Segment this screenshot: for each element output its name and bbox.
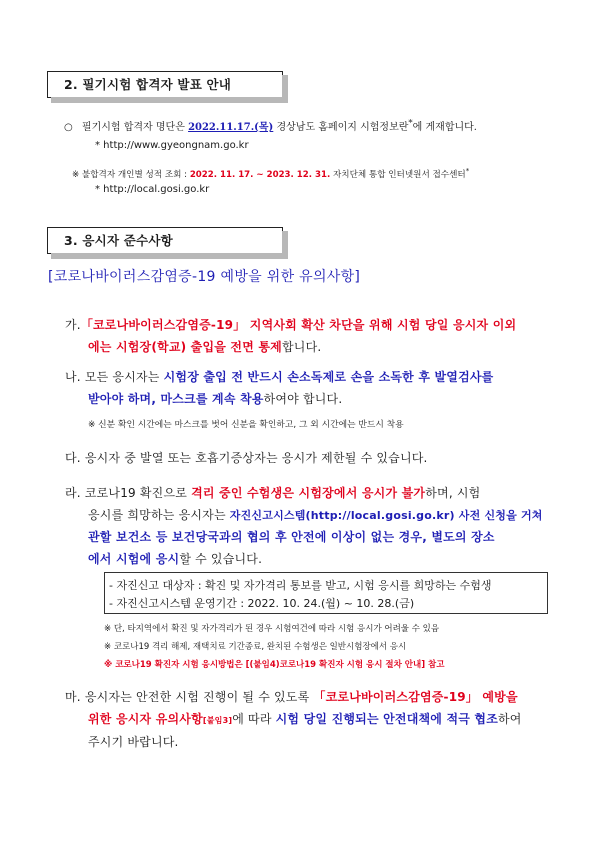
item-ma-marker: 마. <box>65 690 81 704</box>
covid-notice-title: [코로나바이러스감염증-19 예방을 위한 유의사항] <box>48 269 361 285</box>
score-check-period: 2022. 11. 17. ~ 2023. 12. 31. <box>189 169 331 180</box>
section-3-header <box>47 227 283 254</box>
self-report-target: - 자진신고 대상자 : 확진 및 자가격리 통보를 받고, 시험 응시를 희망하는 수험생 <box>109 579 492 592</box>
item-ra-line-2: 응시를 희망하는 응시자는 자진신고시스템(http://local.gosi.go.kr) 사전 신청을 거쳐 <box>88 508 543 522</box>
item-ra-line-4: 에서 시험에 응시할 수 있습니다. <box>88 552 263 566</box>
item-ma-line-2: 위한 응시자 유의사항[붙임3]에 따라 시험 당일 진행되는 안전대책에 적극 협조하여 <box>88 712 522 726</box>
homepage-url: * http://www.gyeongnam.go.kr <box>95 140 249 151</box>
item-ra-line-1: 라. 코로나19 확진으로 격리 중인 수험생은 시험장에서 응시가 불가하며, 시험 <box>65 486 481 500</box>
item-ra-note-1: ※ 단, 타지역에서 확진 및 자가격리가 된 경우 시험여건에 따라 시험 응시가 어려울 수 있음 <box>104 624 440 634</box>
item-ga-line-1: 가.「코로나바이러스감염증-19」 지역사회 확산 차단을 위해 시험 당일 응시자 이외 <box>65 318 517 332</box>
item-na-note: ※ 신분 확인 시간에는 마스크를 벗어 신분을 확인하고, 그 외 시간에는 반드시 착용 <box>88 420 404 430</box>
announce-date: 2022.11.17.(목) <box>188 122 274 133</box>
item-da: 다. 응시자 중 발열 또는 호흡기증상자는 응시가 제한될 수 있습니다. <box>65 451 428 465</box>
item-da-marker: 다. <box>65 451 81 465</box>
item-na-line-1: 나. 모든 응시자는 시험장 출입 전 반드시 손소독제로 손을 소독한 후 발열검사를 <box>65 370 494 384</box>
item-ga-line-2: 에는 시험장(학교) 출입을 전면 통제합니다. <box>88 340 322 354</box>
section-3-title: 3. 응시자 준수사항 <box>48 228 282 253</box>
self-report-info-box <box>104 572 548 614</box>
bullet-circle: ○ <box>64 122 73 133</box>
item-na-line-2: 받아야 하며, 마스크를 계속 착용하여야 합니다. <box>88 392 343 406</box>
section-2-title: 2. 필기시험 합격자 발표 안내 <box>48 72 282 97</box>
gosi-url: * http://local.gosi.go.kr <box>95 184 210 195</box>
item-ra-line-3: 관할 보건소 등 보건당국과의 협의 후 안전에 이상이 없는 경우, 별도의 장소 <box>88 530 495 544</box>
item-na-marker: 나. <box>65 370 81 384</box>
item-ra-note-2: ※ 코로나19 격리 해제, 재택치료 기간종료, 완치된 수험생은 일반시험장에서 응시 <box>104 642 407 652</box>
section-2-header <box>47 71 283 98</box>
item-ma-line-1: 마. 응시자는 안전한 시험 진행이 될 수 있도록 「코로나바이러스감염증-19」 예방을 <box>65 690 518 704</box>
item-ra-note-3: ※ 코로나19 확진자 시험 응시방법은 [(붙임4)코로나19 확진자 시험 응시 절차 안내] 참고 <box>104 660 445 670</box>
self-report-period: - 자진신고시스템 운영기간 : 2022. 10. 24.(월) ~ 10. 28.(금) <box>109 597 415 610</box>
failed-score-note: ※ 불합격자 개인별 성적 조회 : 2022. 11. 17. ~ 2023. 12. 31. 자치단체 통합 인터넷원서 접수센터* <box>72 167 470 180</box>
section-2-line-1: ○ 필기시험 합격자 명단은 2022.11.17.(목) 경상남도 홈페이지 시험정보란*에 게재합니다. <box>64 118 477 133</box>
item-ra-marker: 라. <box>65 486 81 500</box>
item-ga-marker: 가. <box>65 318 81 332</box>
item-ma-line-3: 주시기 바랍니다. <box>88 735 179 749</box>
